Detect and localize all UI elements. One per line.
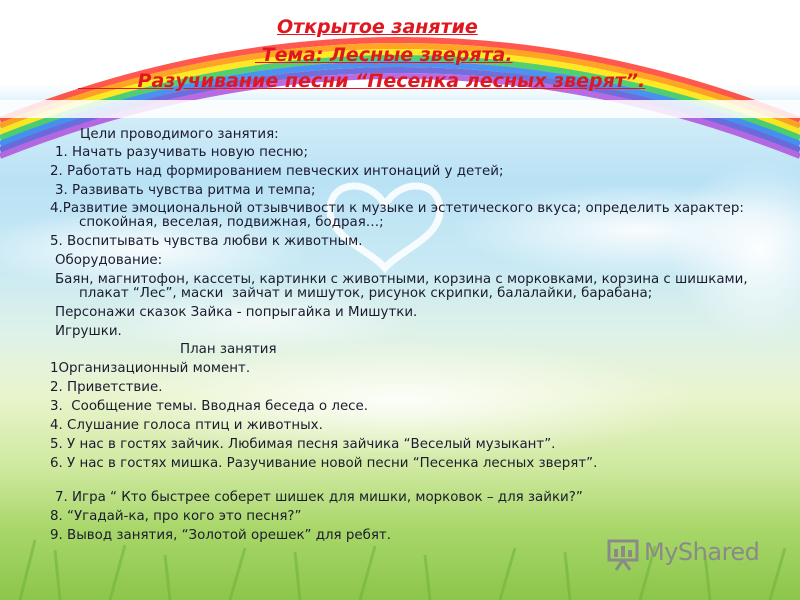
equipment-item: Баян, магнитофон, кассеты, картинки с животными, корзина с морковками, корзина с шишками, bbox=[55, 272, 748, 287]
plan-heading: План занятия bbox=[180, 342, 277, 357]
plan-item: 7. Игра “ Кто быстрее соберет шишек для мишки, морковок – для зайки?” bbox=[55, 490, 583, 505]
goal-item: 3. Развивать чувства ритма и темпа; bbox=[55, 183, 316, 198]
goal-item: 2. Работать над формированием певческих интонаций у детей; bbox=[50, 164, 504, 179]
equipment-item: Игрушки. bbox=[55, 324, 122, 339]
plan-item: 9. Вывод занятия, “Золотой орешек” для ребят. bbox=[50, 528, 391, 543]
goal-item: 4.Развитие эмоциональной отзывчивости к музыке и эстетического вкуса; определить характер: bbox=[50, 201, 744, 216]
equipment-item: Персонажи сказок Зайка - попрыгайка и Мишутки. bbox=[55, 305, 418, 320]
slide-subtitle: Разучивание песни “Песенка лесных зверят”. bbox=[78, 70, 646, 92]
goals-heading: Цели проводимого занятия: bbox=[80, 127, 279, 142]
goal-item-continuation: спокойная, веселая, подвижная, бодрая…; bbox=[79, 215, 384, 230]
goal-item: 5. Воспитывать чувства любви к животным. bbox=[50, 234, 363, 249]
presentation-icon bbox=[606, 536, 642, 572]
plan-item: 2. Приветствие. bbox=[50, 380, 163, 395]
plan-item: 5. У нас в гостях зайчик. Любимая песня зайчика “Веселый музыкант”. bbox=[50, 437, 556, 452]
plan-item: 1Организационный момент. bbox=[50, 361, 251, 376]
equipment-item-continuation: плакат “Лес”, маски зайчат и мишуток, рисунок скрипки, балалайки, барабана; bbox=[79, 286, 653, 301]
plan-item: 3. Сообщение темы. Вводная беседа о лесе. bbox=[50, 399, 369, 414]
watermark-text: MyShared bbox=[644, 538, 760, 566]
plan-item: 6. У нас в гостях мишка. Разучивание новой песни “Песенка лесных зверят”. bbox=[50, 456, 598, 471]
plan-item: 8. “Угадай-ка, про кого это песня?” bbox=[50, 509, 302, 524]
slide-topic: Тема: Лесные зверята. bbox=[255, 44, 513, 66]
goal-item: 1. Начать разучивать новую песню; bbox=[55, 145, 308, 160]
equipment-heading: Оборудование: bbox=[55, 253, 163, 268]
slide-title: Открытое занятие bbox=[277, 16, 478, 38]
watermark-logo bbox=[606, 536, 766, 572]
plan-item: 4. Слушание голоса птиц и животных. bbox=[50, 418, 323, 433]
